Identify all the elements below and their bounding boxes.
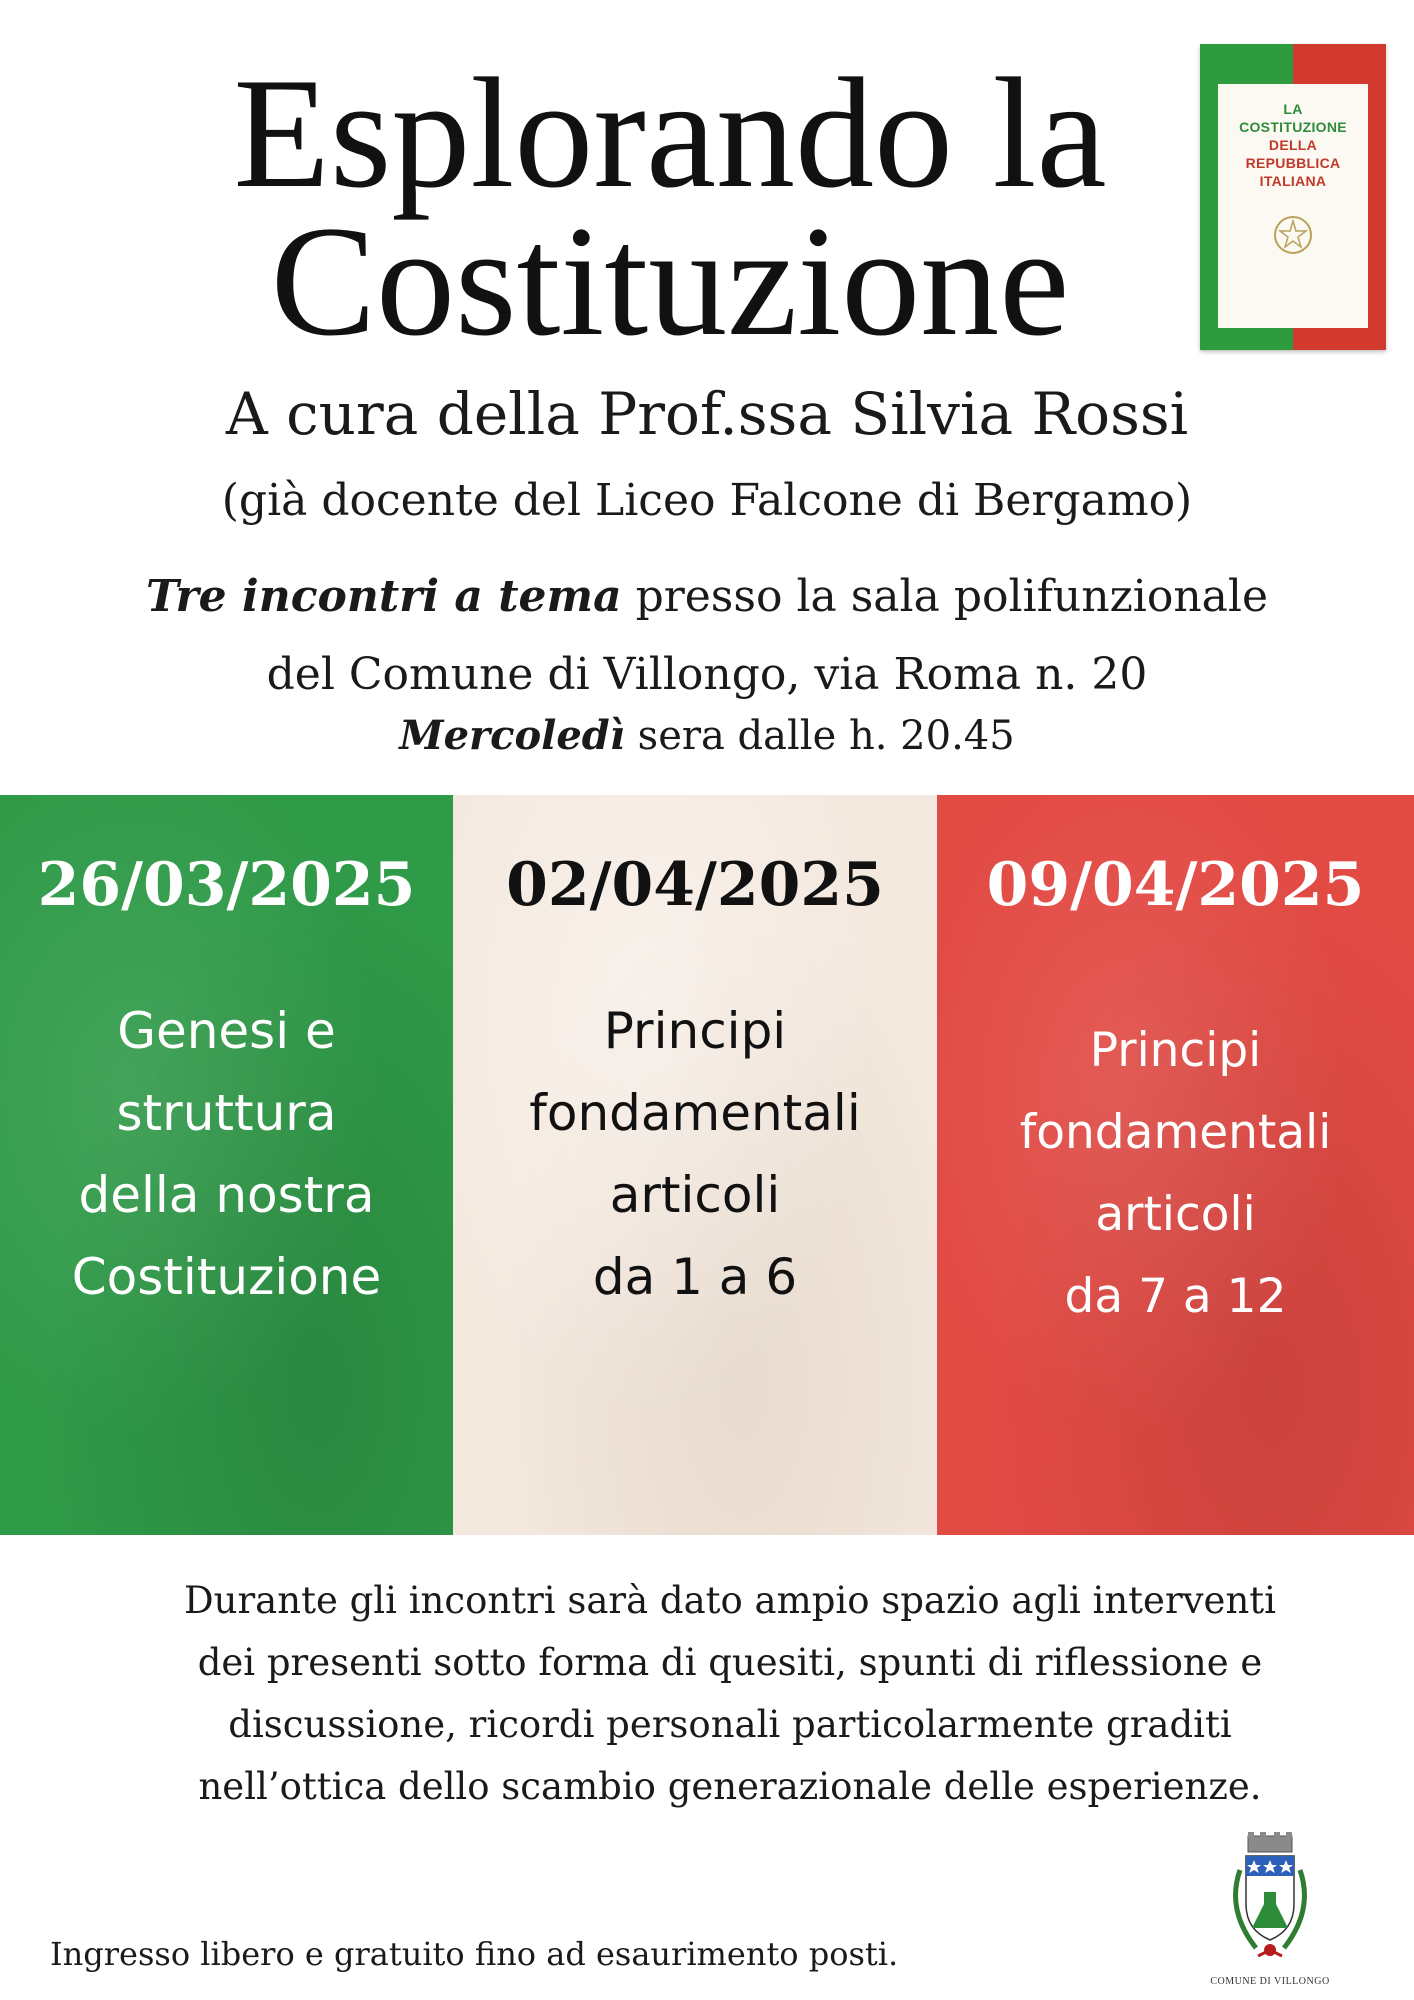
meeting-1-topic-line: struttura [116, 1084, 337, 1142]
meeting-3-topic-line: articoli [1095, 1187, 1256, 1242]
meeting-1-panel [0, 795, 453, 1535]
meeting-1-topic-line: Costituzione [71, 1248, 382, 1306]
meeting-3-panel [937, 795, 1414, 1535]
meeting-2-topic-line: Principi [603, 1002, 787, 1060]
description-line: dei presenti sotto forma di quesiti, spunti di riflessione e [197, 1641, 1263, 1684]
italian-flag-panel [0, 795, 1414, 1535]
meeting-3-topic-line: da 7 a 12 [1064, 1269, 1287, 1324]
book-line-5: ITALIANA [1259, 173, 1327, 189]
villongo-crest-icon [1210, 1830, 1330, 1995]
book-line-1: LA [1283, 101, 1303, 117]
venue-info [0, 558, 1414, 714]
description-line: nell’ottica dello scambio generazionale delle esperienze. [198, 1765, 1262, 1808]
description-line: Durante gli incontri sarà dato ampio spazio agli interventi [184, 1579, 1276, 1622]
meeting-1-date: 26/03/2025 [37, 850, 416, 920]
constitution-book-icon [1200, 44, 1386, 350]
venue-emphasis: Tre incontri a tema [145, 571, 622, 622]
title-line-1: Esplorando la [233, 46, 1107, 221]
meeting-3-topic-line: fondamentali [1019, 1105, 1332, 1160]
meeting-3-topic-line: Principi [1089, 1023, 1262, 1078]
description [120, 1570, 1340, 1818]
book-cover-title [1218, 100, 1368, 190]
meeting-3-topic [937, 1010, 1414, 1338]
schedule-time: sera dalle h. 20.45 [624, 713, 1015, 759]
book-line-2: COSTITUZIONE [1239, 119, 1347, 135]
meeting-3-date: 09/04/2025 [986, 850, 1365, 920]
schedule-day: Mercoledì [399, 712, 625, 759]
meeting-2-panel [453, 795, 937, 1535]
meeting-1-topic-line: Genesi e [117, 1002, 336, 1060]
book-line-3: DELLA [1268, 137, 1318, 153]
curator-line: A cura della Prof.ssa Silvia Rossi [225, 380, 1189, 448]
title-line-2: Costituzione [270, 194, 1070, 369]
schedule-line [0, 712, 1414, 759]
book-cover [1218, 84, 1368, 328]
meeting-2-topic-line: fondamentali [529, 1084, 861, 1142]
page-title [160, 46, 1180, 369]
admission-note: Ingresso libero e gratuito fino ad esaurimento posti. [50, 1935, 899, 1973]
meeting-2-topic-line: da 1 a 6 [592, 1248, 798, 1306]
meeting-2-topic [453, 990, 937, 1318]
meeting-1-topic-line: della nostra [78, 1166, 375, 1224]
republic-emblem-icon [1218, 212, 1368, 263]
meeting-2-topic-line: articoli [609, 1166, 781, 1224]
venue-rest: presso la sala polifunzionale [621, 571, 1269, 622]
venue-line-1 [0, 558, 1414, 636]
meeting-1-topic [0, 990, 453, 1318]
crest-label: COMUNE DI VILLONGO [1210, 1976, 1330, 1987]
meeting-2-date: 02/04/2025 [506, 850, 884, 920]
book-line-4: REPUBBLICA [1245, 155, 1341, 171]
description-line: discussione, ricordi personali particolarmente graditi [228, 1703, 1232, 1746]
venue-line-2: del Comune di Villongo, via Roma n. 20 [266, 649, 1148, 700]
curator-note: (già docente del Liceo Falcone di Bergamo) [221, 475, 1193, 526]
